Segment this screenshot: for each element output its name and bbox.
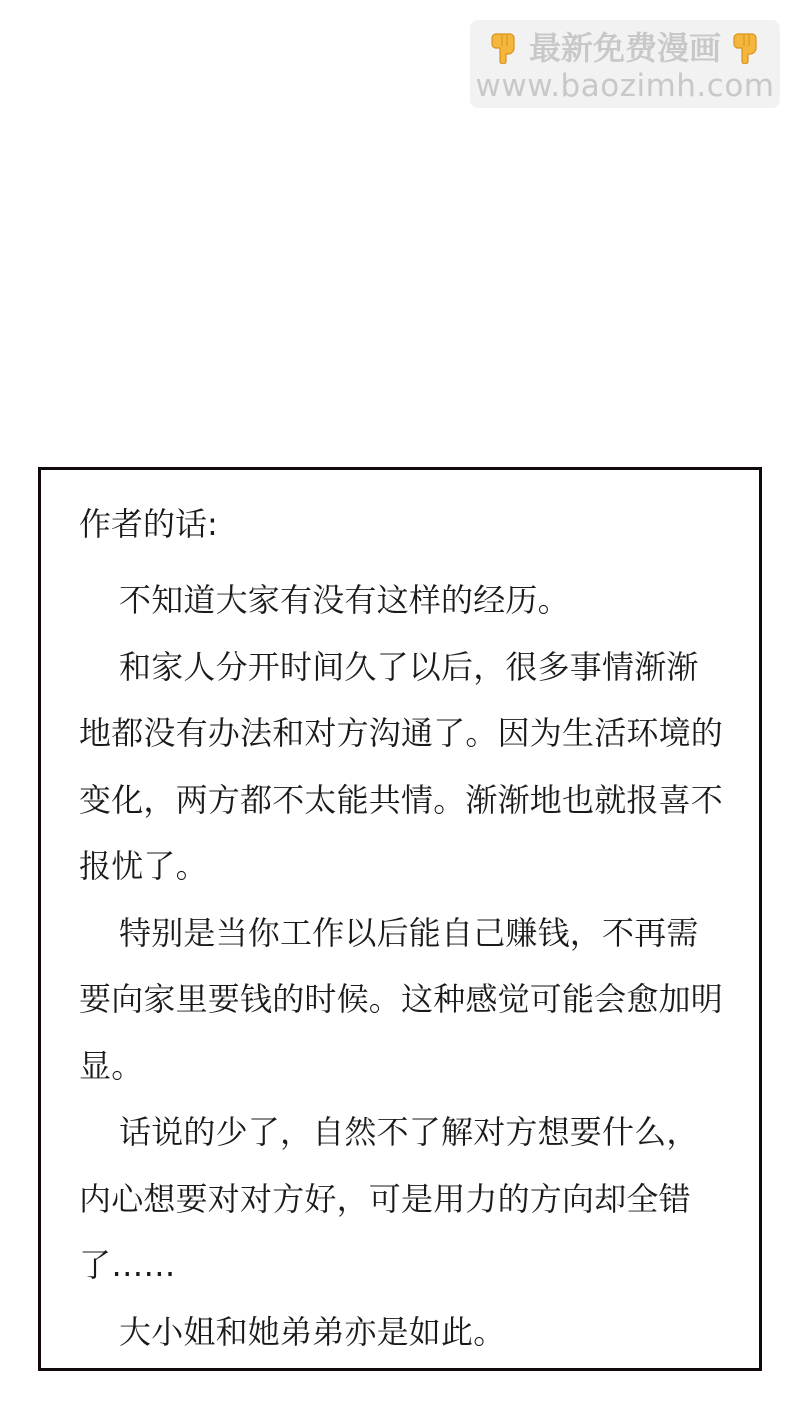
watermark-badge [470, 20, 780, 108]
author-note-paragraph: 话说的少了，自然不了解对方想要什么，内心想要对对方好，可是用力的方向却全错了…… [79, 1113, 699, 1284]
pointing-down-hand-icon [490, 32, 518, 64]
author-note-paragraph: 特别是当你工作以后能自己赚钱，不再需要向家里要钱的时候。这种感觉可能会愈加明显。 [79, 913, 724, 1085]
author-note-box [38, 467, 762, 1371]
pointing-down-hand-icon [732, 32, 760, 64]
watermark-title: 最新免费漫画 [528, 29, 721, 67]
author-note-paragraph: 和家人分开时间久了以后，很多事情渐渐地都没有办法和对方沟通了。因为生活环境的变化，两方都不太能共情。渐渐地也就报喜不报忧了。 [79, 647, 724, 885]
author-note-paragraph: 不知道大家有没有这样的经历。 [119, 581, 570, 619]
watermark-url: www.baozimh.com [475, 68, 775, 104]
author-note-title: 作者的话: [79, 505, 218, 543]
author-note-paragraph: 大小姐和她弟弟亦是如此。 [119, 1312, 506, 1351]
watermark-title-row [470, 28, 780, 68]
